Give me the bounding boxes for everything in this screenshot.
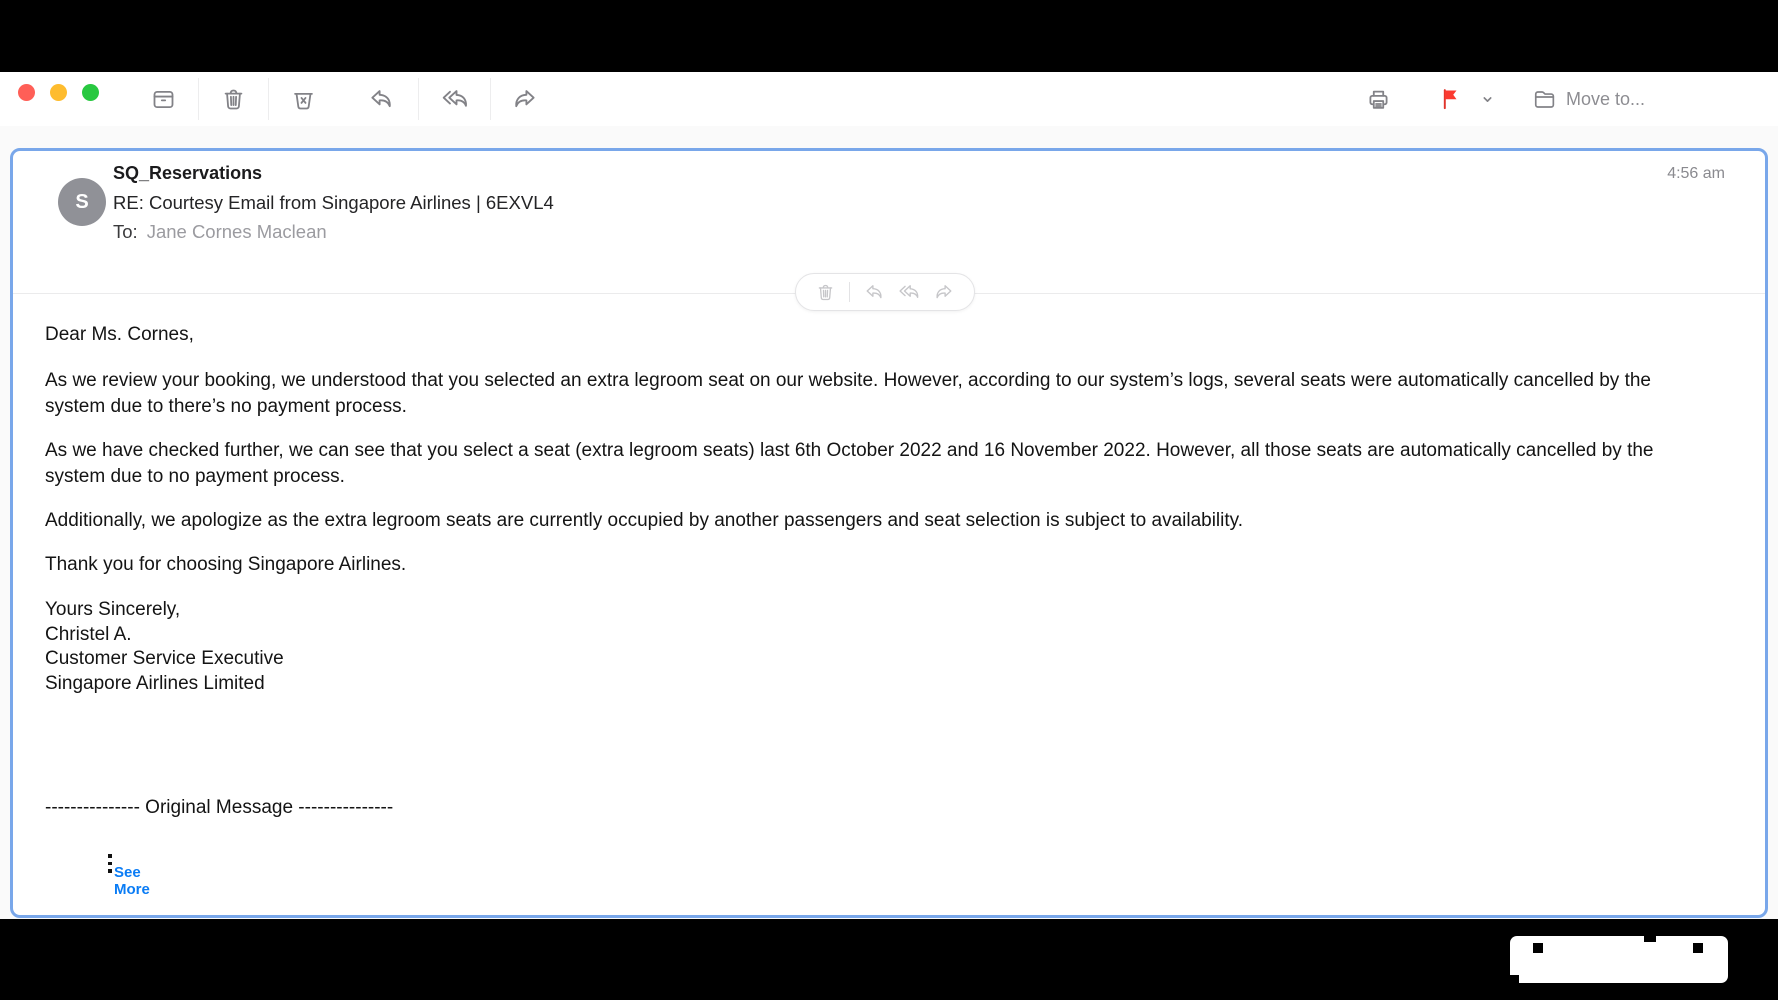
to-row xyxy=(113,221,327,243)
trash-icon xyxy=(220,86,247,113)
original-message-divider: --------------- Original Message --------------- xyxy=(45,797,394,818)
hover-delete-button[interactable] xyxy=(815,282,836,303)
forward-icon xyxy=(511,85,539,113)
subject-line: RE: Courtesy Email from Singapore Airlines | 6EXVL4 xyxy=(113,192,554,213)
hover-toolbar-separator xyxy=(849,282,850,302)
reply-all-icon xyxy=(898,281,920,303)
junk-icon xyxy=(290,86,317,113)
signature-line: Singapore Airlines Limited xyxy=(45,672,265,694)
redaction-dot xyxy=(1533,943,1543,953)
to-label: To: xyxy=(113,221,138,242)
toolbar-separator xyxy=(198,78,199,120)
hover-reply-button[interactable] xyxy=(863,281,885,303)
body-paragraph: As we review your booking, we understood that you selected an extra legroom seat on our website. However, according to our system’s logs, several seats were automatically cancelled by the system due to there’s no payment process. xyxy=(45,370,1651,417)
greeting-text: Dear Ms. Cornes, xyxy=(45,324,194,345)
forward-icon xyxy=(933,281,955,303)
reply-all-button[interactable] xyxy=(433,81,477,117)
reply-icon xyxy=(863,281,885,303)
reply-all-icon xyxy=(441,85,469,113)
redaction-dot xyxy=(1693,943,1703,953)
quote-marker-dots xyxy=(108,854,112,873)
move-to-button[interactable] xyxy=(1532,81,1645,117)
window-toolbar xyxy=(0,72,1778,126)
archive-button[interactable] xyxy=(141,81,185,117)
signature-block xyxy=(45,598,1705,696)
toolbar-separator xyxy=(490,78,491,120)
archive-icon xyxy=(150,86,177,113)
hover-reply-all-button[interactable] xyxy=(898,281,920,303)
minimize-window-button[interactable] xyxy=(50,84,67,101)
message-time: 4:56 am xyxy=(1667,165,1725,182)
delete-button[interactable] xyxy=(211,81,255,117)
traffic-lights xyxy=(18,84,99,101)
hover-forward-button[interactable] xyxy=(933,281,955,303)
reply-icon xyxy=(367,85,395,113)
email-panel xyxy=(10,148,1768,918)
redaction-notch xyxy=(1644,936,1656,942)
sender-avatar xyxy=(58,178,106,226)
redaction-notch xyxy=(1510,975,1519,983)
toolbar-separator xyxy=(418,78,419,120)
avatar-initial: S xyxy=(75,190,89,213)
signature-line: Yours Sincerely, xyxy=(45,599,181,620)
body-paragraph: Thank you for choosing Singapore Airlines. xyxy=(45,554,407,575)
forward-button[interactable] xyxy=(503,81,547,117)
signature-line: Christel A. xyxy=(45,623,132,645)
chevron-down-icon xyxy=(1479,91,1496,108)
flag-icon xyxy=(1437,86,1463,112)
hover-action-toolbar xyxy=(795,273,975,311)
signature-line: Customer Service Executive xyxy=(45,648,284,669)
move-to-label: Move to... xyxy=(1566,88,1646,109)
flag-options-button[interactable] xyxy=(1472,81,1502,117)
zoom-window-button[interactable] xyxy=(82,84,99,101)
redaction-box xyxy=(1510,936,1728,983)
body-paragraph: Additionally, we apologize as the extra legroom seats are currently occupied by another passengers and seat selection is subject to availability. xyxy=(45,510,1244,531)
body-paragraph: As we have checked further, we can see that you select a seat (extra legroom seats) last 6th October 2022 and 16 November 2022. However, all those seats are automatically cancelled by the system due to no payment process. xyxy=(45,440,1654,487)
trash-icon xyxy=(815,282,836,303)
print-button[interactable] xyxy=(1356,81,1400,117)
reply-button[interactable] xyxy=(359,81,403,117)
flag-button[interactable] xyxy=(1428,81,1472,117)
close-window-button[interactable] xyxy=(18,84,35,101)
junk-button[interactable] xyxy=(281,81,325,117)
print-icon xyxy=(1365,86,1392,113)
recipient-token[interactable]: Jane Cornes Maclean xyxy=(146,221,327,242)
toolbar-separator xyxy=(268,78,269,120)
folder-icon xyxy=(1532,87,1557,112)
sender-name: SQ_Reservations xyxy=(113,163,263,183)
see-more-link[interactable]: See More xyxy=(114,864,150,898)
